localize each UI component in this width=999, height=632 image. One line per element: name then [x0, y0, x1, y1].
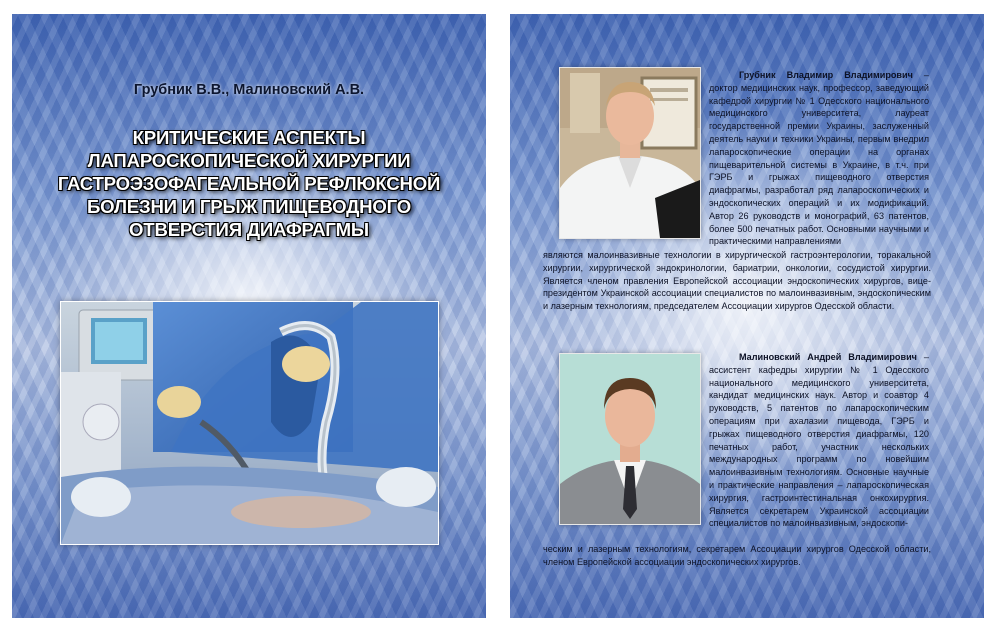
book-title-line: ЛАПАРОСКОПИЧЕСКОЙ ХИРУРГИИ: [87, 150, 411, 171]
book-title: [42, 126, 456, 241]
author2-name: Малиновский Андрей Владимирович: [739, 352, 917, 362]
front-cover: [12, 14, 486, 618]
book-authors: Грубник В.В., Малиновский А.В.: [133, 82, 365, 98]
book-title-line: ГАСТРОЭЗОФАГЕАЛЬНОЙ РЕФЛЮКСНОЙ: [57, 173, 441, 194]
author1-bio-text: доктор медицинских наук, профессор, заведующий кафедрой хирургии № 1 Одесского национального медицинского университета, лауреат государственной премии Украины, заслуженный деятель науки и техники Украины, первым внедрил лапароскопические операции на органах пищеварительной системы в Украине, в т.ч. при ГЭРБ и грыжах пищеводного отверстия диафрагмы, разработал ряд лапароскопических и эндоскопических операций и их модификаций. Автор 26 руководств и монографий, 63 патентов, более 500 печатных работ. Основными научными и практическими направлениями: [709, 82, 929, 247]
author1-portrait: [559, 67, 701, 239]
back-cover: [510, 14, 984, 618]
book-title-line: БОЛЕЗНИ И ГРЫЖ ПИЩЕВОДНОГО: [86, 196, 412, 217]
author2-bio-beside-photo: Малиновский Андрей Владимирович – ассистент кафедры хирургии № 1 Одесского национального медицинского университета, кандидат медицинских наук. Автор и соавтор 4 руководств, 5 патентов по лапароскопическим операциям при ахалазии пищевода, ГЭРБ и грыжах пищеводного отверстия диафрагмы, 120 печатных работ, участник нескольких международных программ по новейшим малоинвазивным технологиям. Основные научные и практические направления – лапароскопическая хирургия, гастроинтестинальная онкохирургия. Является секретарем Украинской ассоциации специалистов по малоинвазивным, эндоскопи-: [709, 352, 929, 529]
author2-portrait: [559, 353, 701, 525]
surgery-photo: [60, 301, 439, 545]
author1-name: Грубник Владимир Владимирович: [739, 70, 913, 80]
book-title-line: КРИТИЧЕСКИЕ АСПЕКТЫ: [132, 127, 366, 148]
author1-bio-beside-photo: Грубник Владимир Владимирович – доктор медицинских наук, профессор, заведующий кафедрой хирургии № 1 Одесского национального медицинского университета, лауреат государственной премии Украины, заслуженный деятель науки и техники Украины, первым внедрил лапароскопические операции на органах пищеварительной системы в Украине, в т.ч. при ГЭРБ и грыжах пищеводного отверстия диафрагмы, разработал ряд лапароскопических и эндоскопических операций и их модификаций. Автор 26 руководств и монографий, 63 патентов, более 500 печатных работ. Основными научными и практическими направлениями: [709, 70, 929, 247]
author1-bio-continued: являются малоинвазивные технологии в хирургической гастроэнтерологии, торакальной хирургии, хирургической эндокринологии, бариатрии, онкологии, сосудистой хирургии. Является членом правления Европейской ассоциации эндоскопических хирургов, вице-президентом Украинской ассоциации специалистов по малоинвазивным, эндоскопическим и лазерным технологиям, председателем Ассоциации хирургов Одесской области.: [543, 250, 931, 312]
book-title-line: ОТВЕРСТИЯ ДИАФРАГМЫ: [129, 219, 369, 240]
author2-bio-text: ассистент кафедры хирургии № 1 Одесского национального медицинского университета, кандидат медицинских наук. Автор и соавтор 4 руководств, 5 патентов по лапароскопическим операциям при ахалазии пищевода, ГЭРБ и грыжах пищеводного отверстия диафрагмы, 120 печатных работ, участник нескольких международных программ по новейшим малоинвазивным технологиям. Основные научные и практические направления – лапароскопическая хирургия, гастроинтестинальная онкохирургия. Является секретарем Украинской ассоциации специалистов по малоинвазивным, эндоскопи-: [709, 364, 929, 529]
author2-bio-continued: ческим и лазерным технологиям, секретарем Ассоциации хирургов Одесской области, членом Европейской ассоциации эндоскопических хирургов.: [543, 544, 931, 567]
